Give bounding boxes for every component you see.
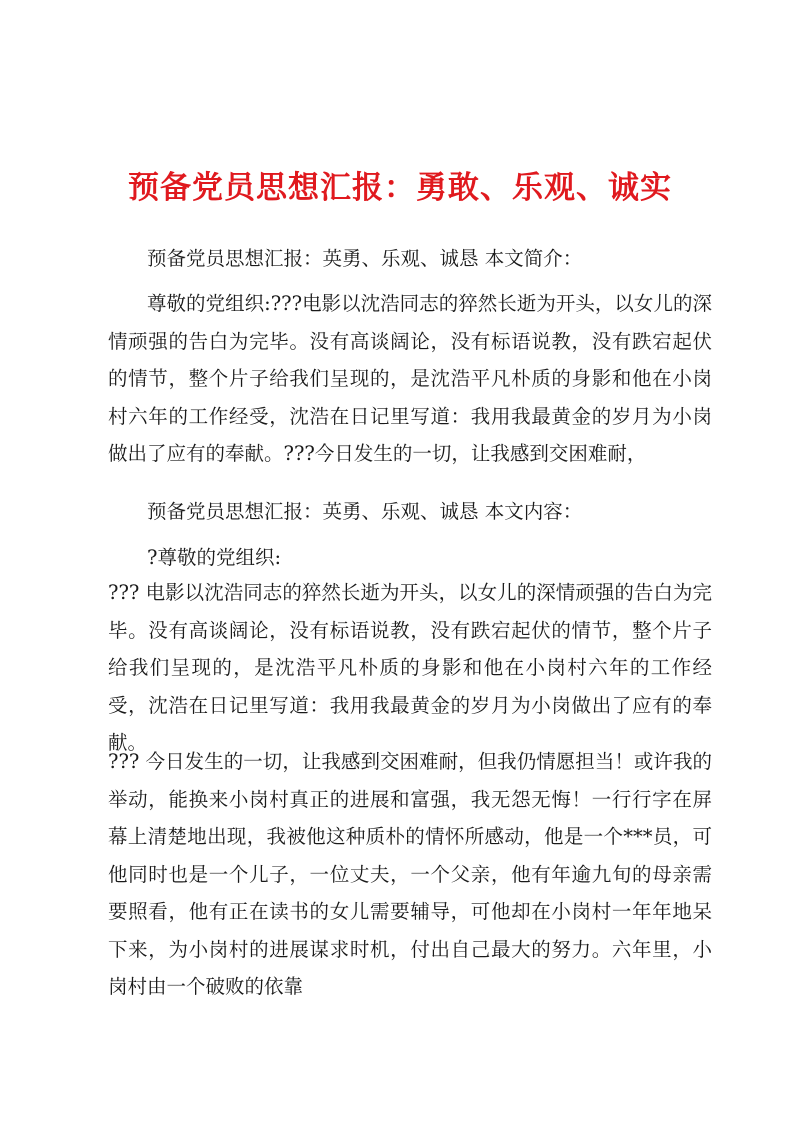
content-heading: 预备党员思想汇报：英勇、乐观、诚恳 本文内容： [147, 500, 583, 523]
salutation: ?尊敬的党组织: [147, 546, 282, 569]
intro-heading: 预备党员思想汇报：英勇、乐观、诚恳 本文简介： [147, 247, 583, 270]
document-title: 预备党员思想汇报：勇敢、乐观、诚实 [128, 170, 672, 206]
summary-paragraph: 尊敬的党组织:???电影以沈浩同志的猝然长逝为开头，以女儿的深情顽强的告白为完毕。没有高谈阔论，没有标语说教，没有跌宕起伏的情节，整个片子给我们呈现的，是沈浩平凡朴质的身影和他在小岗村六年的工作经受，沈浩在日记里写道：我用我最黄金的岁月为小岗做出了应有的奉献。???今日发生的一切，让我感到交困难耐， [108, 292, 712, 465]
body-paragraph-1: ??? 电影以沈浩同志的猝然长逝为开头，以女儿的深情顽强的告白为完毕。没有高谈阔论，没有标语说教，没有跌宕起伏的情节，整个片子给我们呈现的，是沈浩平凡朴质的身影和他在小岗村六年的工作经受，沈浩在日记里写道：我用我最黄金的岁月为小岗做出了应有的奉献。 [108, 581, 712, 754]
body-paragraph-2: ??? 今日发生的一切，让我感到交困难耐，但我仍情愿担当！或许我的举动，能换来小岗村真正的进展和富强，我无怨无悔！一行行字在屏幕上清楚地出现，我被他这种质朴的情怀所感动，他是一个***员，可他同时也是一个儿子，一位丈夫，一个父亲，他有年逾九旬的母亲需要照看，他有正在读书的女儿需要辅导，可他却在小岗村一年年地呆下来，为小岗村的进展谋求时机，付出自己最大的努力。六年里，小岗村由一个破败的依靠 [108, 750, 712, 998]
